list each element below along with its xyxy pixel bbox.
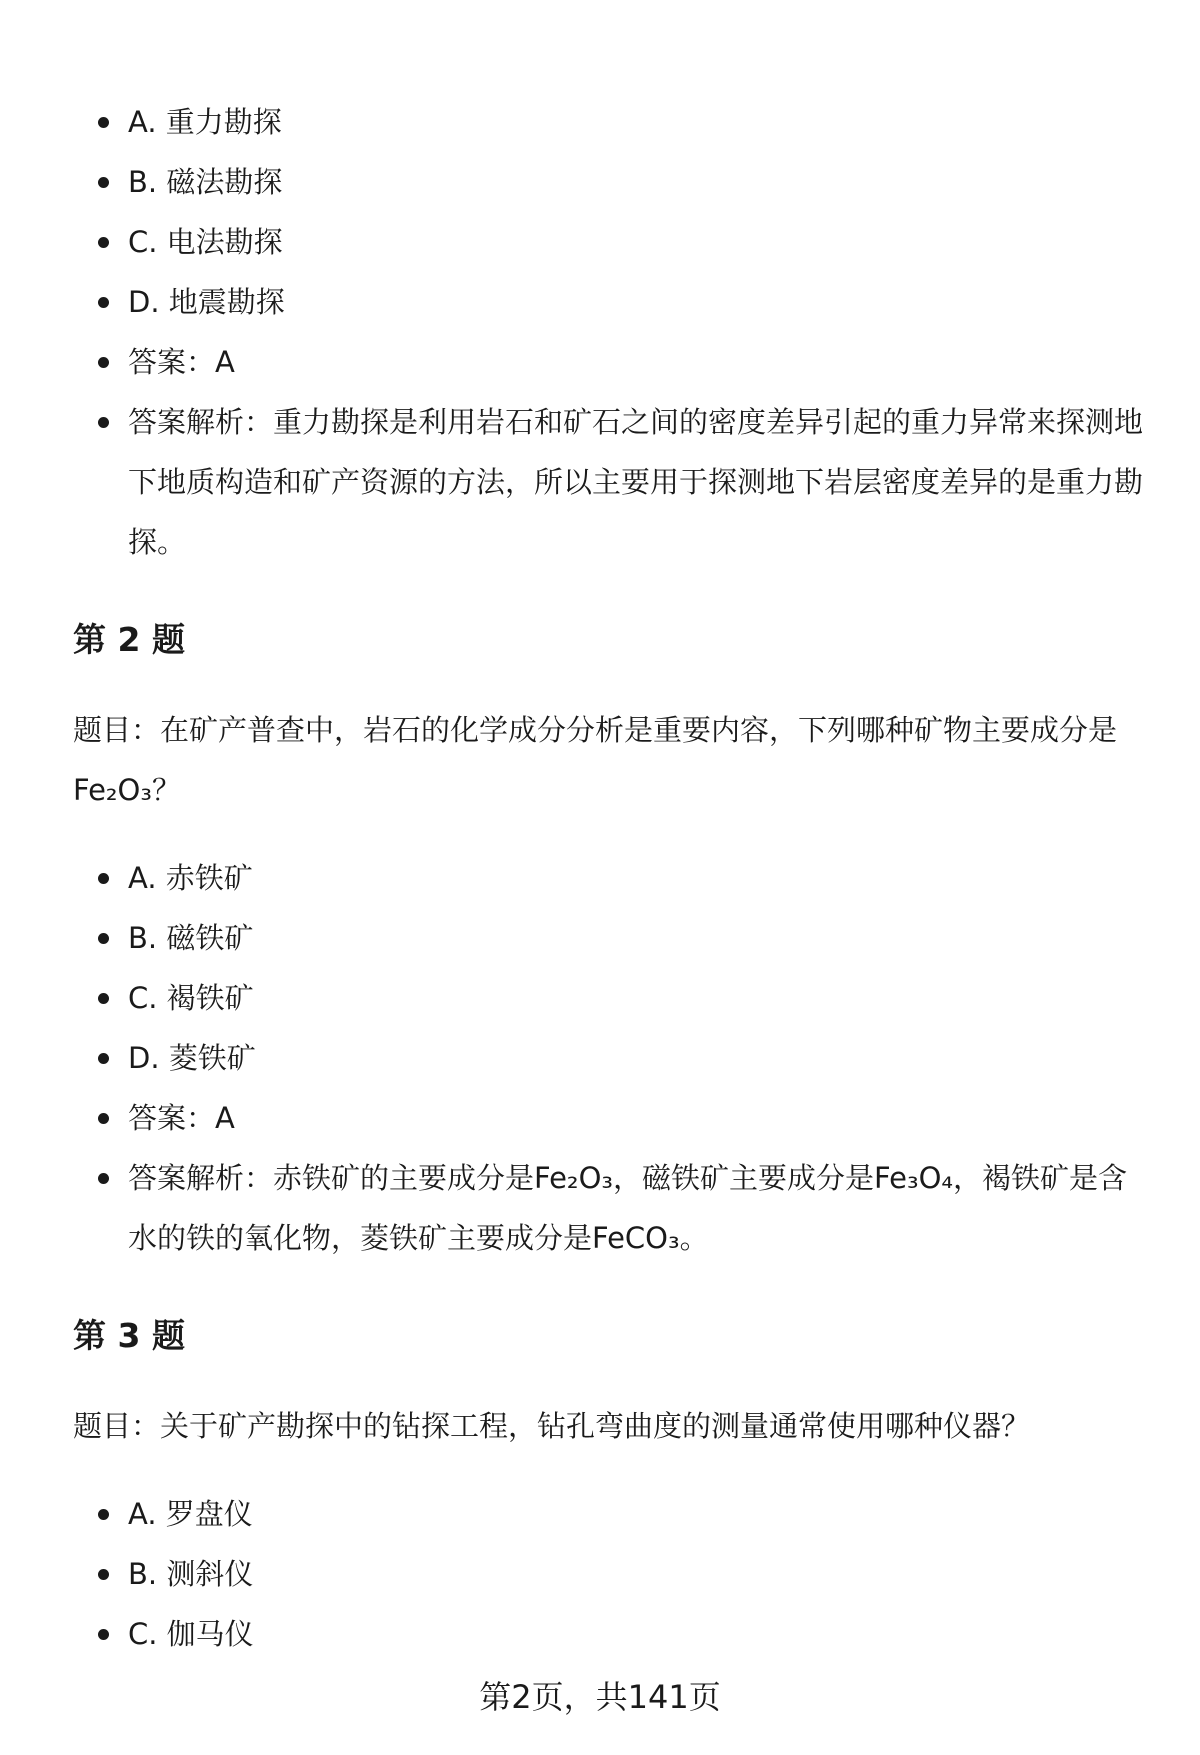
q1-analysis: 答案解析：重力勘探是利用岩石和矿石之间的密度差异引起的重力异常来探测地下地质构造和矿产资源的方法，所以主要用于探测地下岩层密度差异的是重力勘探。 <box>73 392 1153 572</box>
q1-option-d: D. 地震勘探 <box>73 272 1153 332</box>
q3-heading: 第 3 题 <box>73 1316 185 1355</box>
q2-option-a: A. 赤铁矿 <box>73 848 1153 908</box>
q1-answer: 答案：A <box>73 332 1153 392</box>
page-content <box>73 92 1153 1664</box>
q3-option-b: B. 测斜仪 <box>73 1544 1153 1604</box>
q2-option-b: B. 磁铁矿 <box>73 908 1153 968</box>
q1-option-a: A. 重力勘探 <box>73 92 1153 152</box>
q3-option-c: C. 伽马仪 <box>73 1604 1153 1664</box>
q2-option-list <box>73 848 1153 1268</box>
q2-analysis: 答案解析：赤铁矿的主要成分是Fe₂O₃，磁铁矿主要成分是Fe₃O₄，褐铁矿是含水的铁的氧化物，菱铁矿主要成分是FeCO₃。 <box>73 1148 1153 1268</box>
q2-question: 题目：在矿产普查中，岩石的化学成分分析是重要内容，下列哪种矿物主要成分是Fe₂O₃？ <box>73 713 1118 807</box>
q1-option-b: B. 磁法勘探 <box>73 152 1153 212</box>
q2-option-c: C. 褐铁矿 <box>73 968 1153 1028</box>
q3-option-list <box>73 1484 1153 1664</box>
page-number-footer: 第2页，共141页 <box>479 1678 721 1716</box>
q3-question: 题目：关于矿产勘探中的钻探工程，钻孔弯曲度的测量通常使用哪种仪器？ <box>73 1409 1031 1443</box>
q1-option-c: C. 电法勘探 <box>73 212 1153 272</box>
q3-option-a: A. 罗盘仪 <box>73 1484 1153 1544</box>
q1-option-list <box>73 92 1153 572</box>
q2-option-d: D. 菱铁矿 <box>73 1028 1153 1088</box>
q2-answer: 答案：A <box>73 1088 1153 1148</box>
q2-heading: 第 2 题 <box>73 620 185 659</box>
